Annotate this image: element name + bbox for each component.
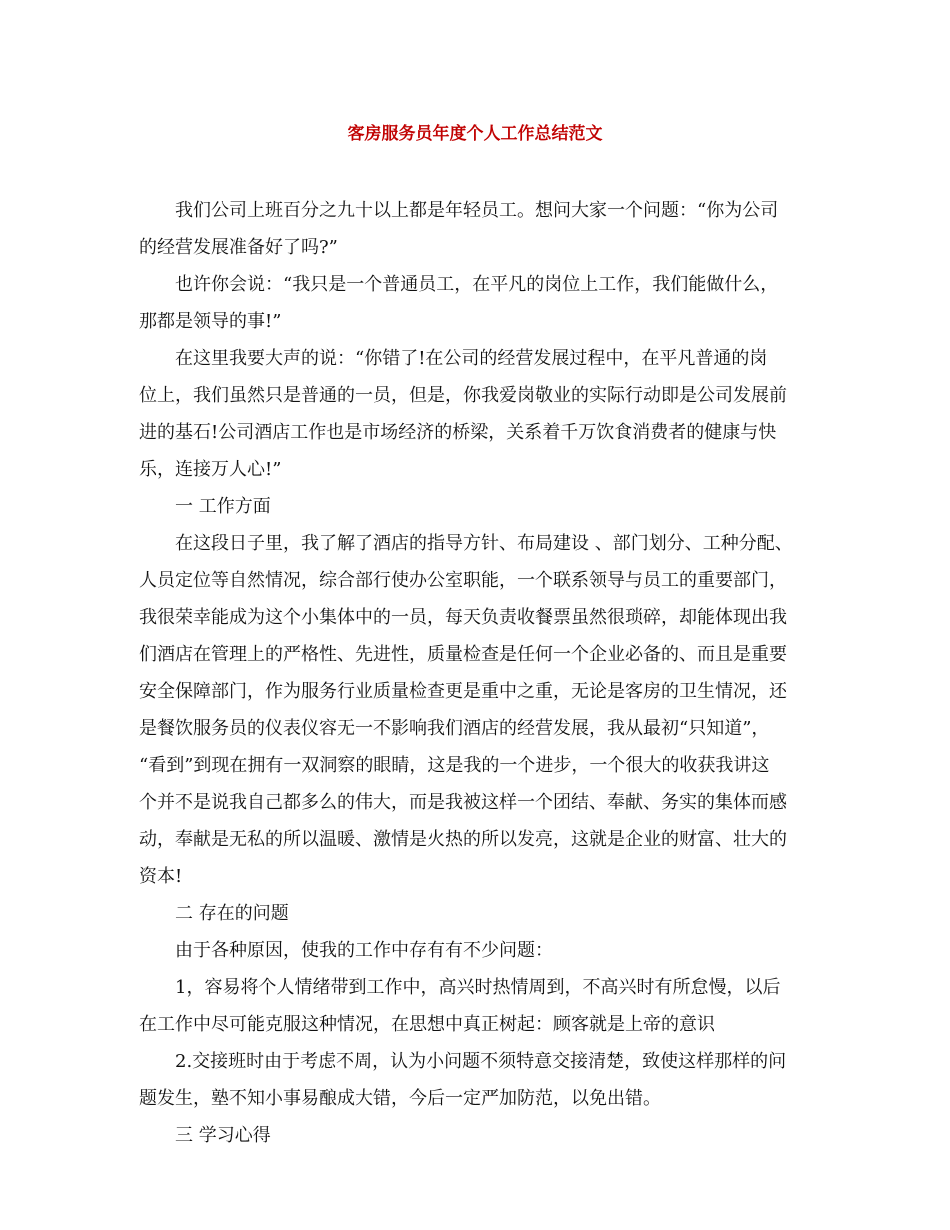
document-body (139, 192, 829, 1154)
body-line: 动，奉献是无私的所以温暖、激情是火热的所以发亮，这就是企业的财富、壮大的 (139, 829, 787, 850)
body-line: 位上，我们虽然只是普通的一员，但是，你我爱岗敬业的实际行动即是公司发展前 (139, 385, 787, 406)
body-line: 由于各种原因，使我的工作中存有有不少问题： (175, 940, 553, 961)
body-line: 安全保障部门，作为服务行业质量检查更是重中之重，无论是客房的卫生情况，还 (139, 681, 787, 702)
body-line: 在这段日子里，我了解了酒店的指导方针、布局建设 、部门划分、工种分配、 (175, 533, 793, 554)
body-line: 的经营发展准备好了吗?” (139, 237, 338, 258)
document-title: 客房服务员年度个人工作总结范文 (347, 124, 603, 144)
body-line: 进的基石!公司酒店工作也是市场经济的桥梁，关系着千万饮食消费者的健康与快 (139, 422, 777, 443)
body-line: 人员定位等自然情况，综合部行使办公室职能，一个联系领导与员工的重要部门， (139, 570, 787, 591)
body-line: 个并不是说我自己都多么的伟大，而是我被这样一个团结、奉献、务实的集体而感 (139, 792, 787, 813)
body-line: 资本! (139, 866, 183, 887)
body-line: 题发生，塾不知小事易酿成大错，今后一定严加防范，以免出错。 (139, 1088, 661, 1109)
body-line: 那都是领导的事!” (139, 311, 282, 332)
body-line: 2.交接班时由于考虑不周，认为小问题不须特意交接清楚，致使这样那样的问 (175, 1051, 787, 1072)
section-heading-learning: 三 学习心得 (175, 1125, 271, 1146)
body-line: 是餐饮服务员的仪表仪容无一不影响我们酒店的经营发展，我从最初“只知道”， (139, 718, 770, 739)
body-line: 在这里我要大声的说：“你错了!在公司的经营发展过程中，在平凡普通的岗 (175, 348, 768, 369)
body-line: 1，容易将个人情绪带到工作中，高兴时热情周到，不高兴时有所怠慢，以后 (175, 977, 781, 998)
body-line: 也许你会说：“我只是一个普通员工，在平凡的岗位上工作，我们能做什么， (175, 274, 779, 295)
body-line: 们酒店在管理上的严格性、先进性，质量检查是任何一个企业必备的、而且是重要 (139, 644, 787, 665)
body-line: “看到”到现在拥有一双洞察的眼睛，这是我的一个进步，一个很大的收获我讲这 (139, 755, 770, 776)
body-line: 乐，连接万人心!” (139, 459, 282, 480)
section-heading-work: 一 工作方面 (175, 496, 271, 517)
body-line: 我很荣幸能成为这个小集体中的一员，每天负责收餐票虽然很琐碎，却能体现出我 (139, 607, 787, 628)
body-line: 我们公司上班百分之九十以上都是年轻员工。想问大家一个问题：“你为公司 (175, 200, 779, 221)
section-heading-problems: 二 存在的问题 (175, 903, 289, 924)
body-line: 在工作中尽可能克服这种情况，在思想中真正树起：顾客就是上帝的意识 (139, 1014, 715, 1035)
